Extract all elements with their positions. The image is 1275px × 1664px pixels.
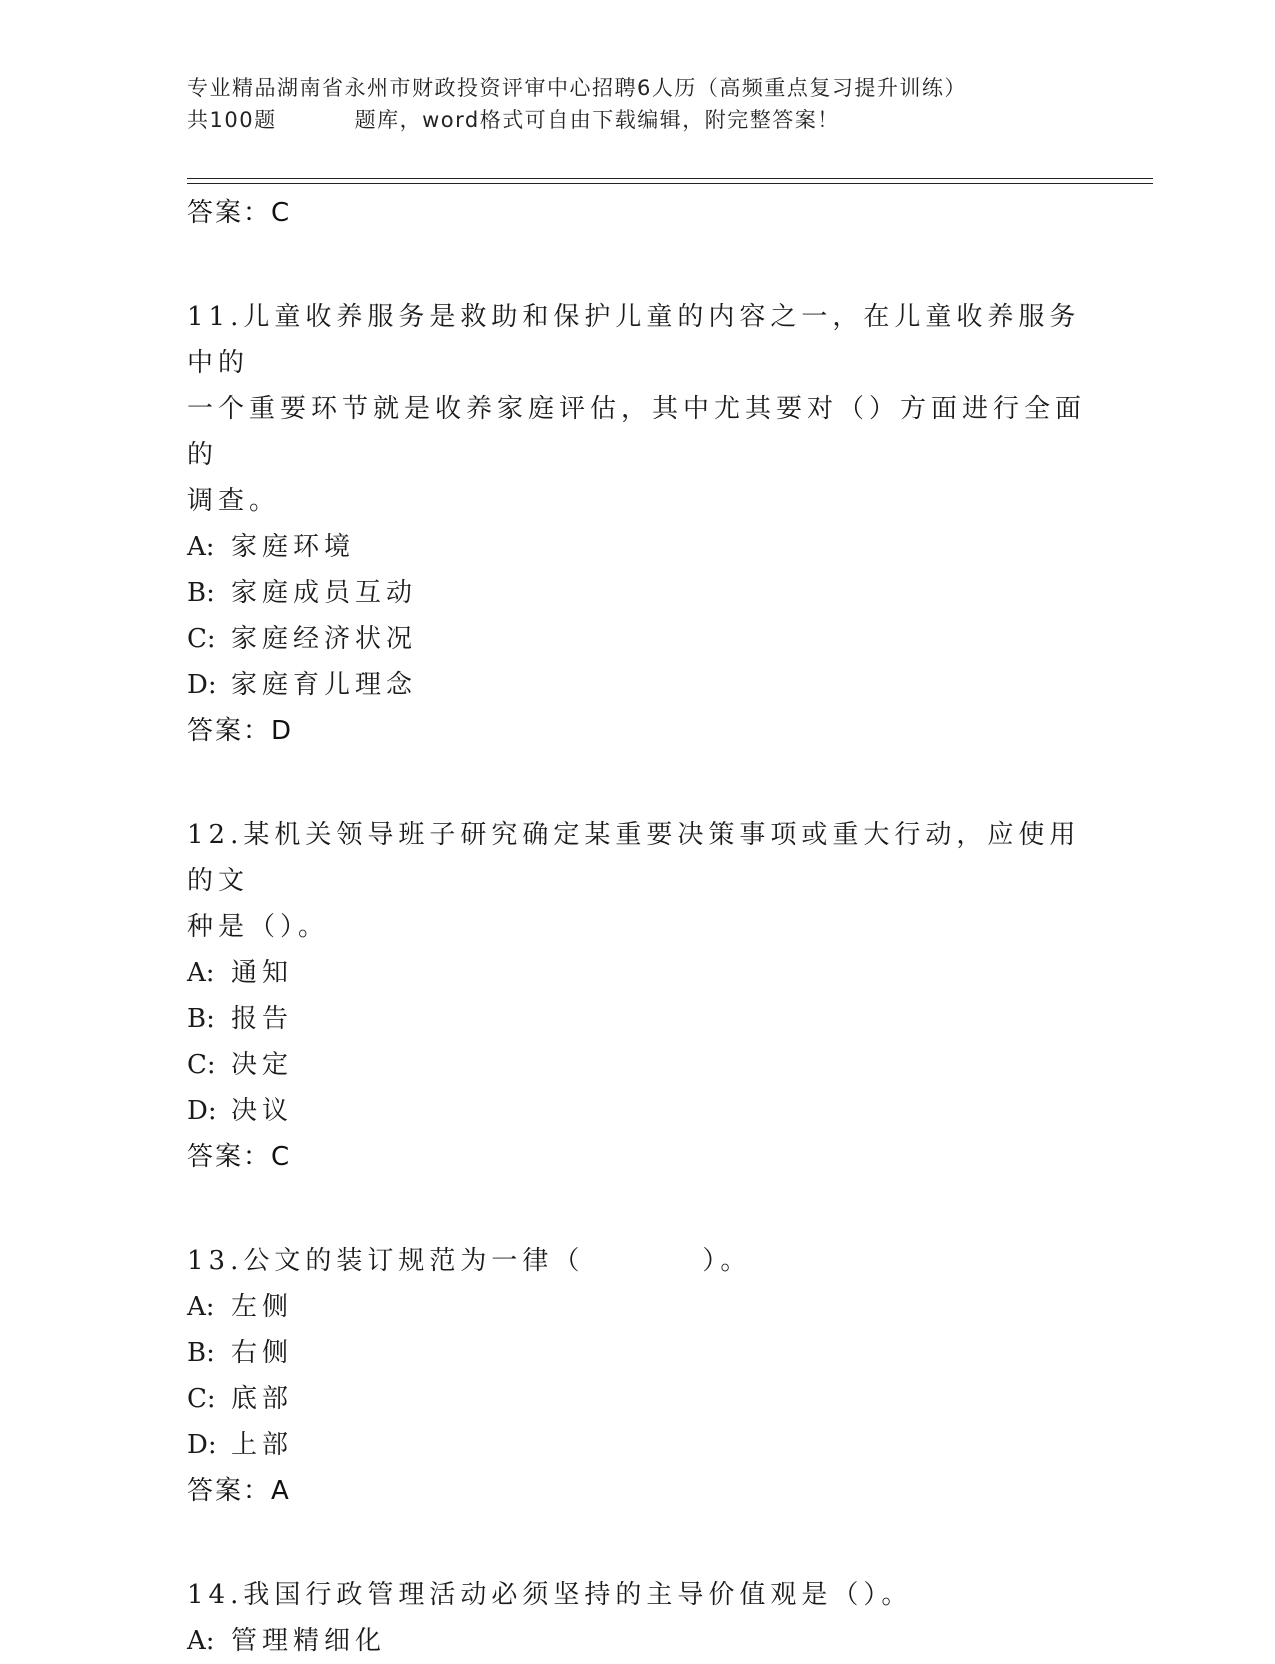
option-text: 上部 [231, 1430, 294, 1460]
option-c [187, 1376, 1087, 1422]
question-number: 14. [187, 1580, 244, 1610]
option-key: B: [187, 578, 215, 608]
stem-line: 儿童收养服务是救助和保护儿童的内容之一，在儿童收养服务中的 [187, 302, 1081, 378]
question-stem [187, 1238, 1087, 1284]
stem-line: 某机关领导班子研究确定某重要决策事项或重大行动，应使用的文 [187, 820, 1081, 896]
page-header [187, 72, 1147, 136]
answer: 答案：D [187, 716, 294, 746]
option-b [187, 570, 1087, 616]
option-key: D: [187, 670, 217, 700]
option-key: C: [187, 1050, 216, 1080]
option-a [187, 1618, 1087, 1664]
header-count: 共100题 [187, 108, 277, 132]
option-key: C: [187, 624, 216, 654]
question-stem [187, 812, 1087, 950]
header-description: 题库，word格式可自由下载编辑，附完整答案！ [354, 108, 840, 132]
option-key: A: [187, 1292, 215, 1322]
option-key: B: [187, 1338, 215, 1368]
option-text: 决议 [231, 1096, 294, 1126]
header-title: 专业精品湖南省永州市财政投资评审中心招聘6人历（高频重点复习提升训练） [187, 76, 967, 100]
option-key: B: [187, 1004, 215, 1034]
question-stem [187, 294, 1087, 524]
option-text: 家庭成员互动 [231, 578, 418, 608]
option-d [187, 662, 1087, 708]
question-number: 13. [187, 1246, 244, 1276]
option-key: D: [187, 1096, 217, 1126]
option-d [187, 1088, 1087, 1134]
option-c [187, 616, 1087, 662]
previous-answer: 答案：C [187, 198, 292, 228]
stem-line: 种是（）。 [187, 912, 330, 942]
option-a [187, 950, 1087, 996]
option-text: 决定 [231, 1050, 294, 1080]
option-key: D: [187, 1430, 217, 1460]
question-number: 11. [187, 302, 244, 332]
answer: 答案：A [187, 1476, 291, 1506]
option-text: 家庭经济状况 [231, 624, 418, 654]
option-key: A: [187, 532, 215, 562]
option-b [187, 996, 1087, 1042]
header-divider-bottom [187, 183, 1153, 184]
option-text: 家庭育儿理念 [231, 670, 418, 700]
question-11 [187, 294, 1087, 754]
option-d [187, 1422, 1087, 1468]
option-key: A: [187, 958, 215, 988]
option-key: C: [187, 1384, 216, 1414]
question-13 [187, 1238, 1087, 1514]
stem-text: ）。 [702, 1246, 752, 1276]
option-text: 报告 [231, 1004, 294, 1034]
question-stem [187, 1572, 1087, 1618]
option-c [187, 1042, 1087, 1088]
option-text: 右侧 [231, 1338, 294, 1368]
question-12 [187, 812, 1087, 1180]
option-text: 通知 [231, 958, 294, 988]
option-text: 管理精细化 [231, 1626, 387, 1656]
header-subtitle [187, 104, 1147, 136]
question-list [187, 190, 1087, 1664]
option-b [187, 1330, 1087, 1376]
answer: 答案：C [187, 1142, 292, 1172]
option-key: A: [187, 1626, 215, 1656]
option-a [187, 1284, 1087, 1330]
stem-line: 一个重要环节就是收养家庭评估，其中尤其要对（）方面进行全面的 [187, 394, 1087, 470]
header-divider-top [187, 178, 1153, 179]
question-number: 12. [187, 820, 244, 850]
question-14 [187, 1572, 1087, 1664]
stem-line: 我国行政管理活动必须坚持的主导价值观是（）。 [243, 1580, 913, 1610]
option-text: 左侧 [231, 1292, 294, 1322]
stem-text: 公文的装订规范为一律（ [243, 1246, 585, 1276]
option-a [187, 524, 1087, 570]
option-text: 底部 [231, 1384, 294, 1414]
stem-line: 调查。 [187, 486, 281, 516]
option-text: 家庭环境 [231, 532, 356, 562]
